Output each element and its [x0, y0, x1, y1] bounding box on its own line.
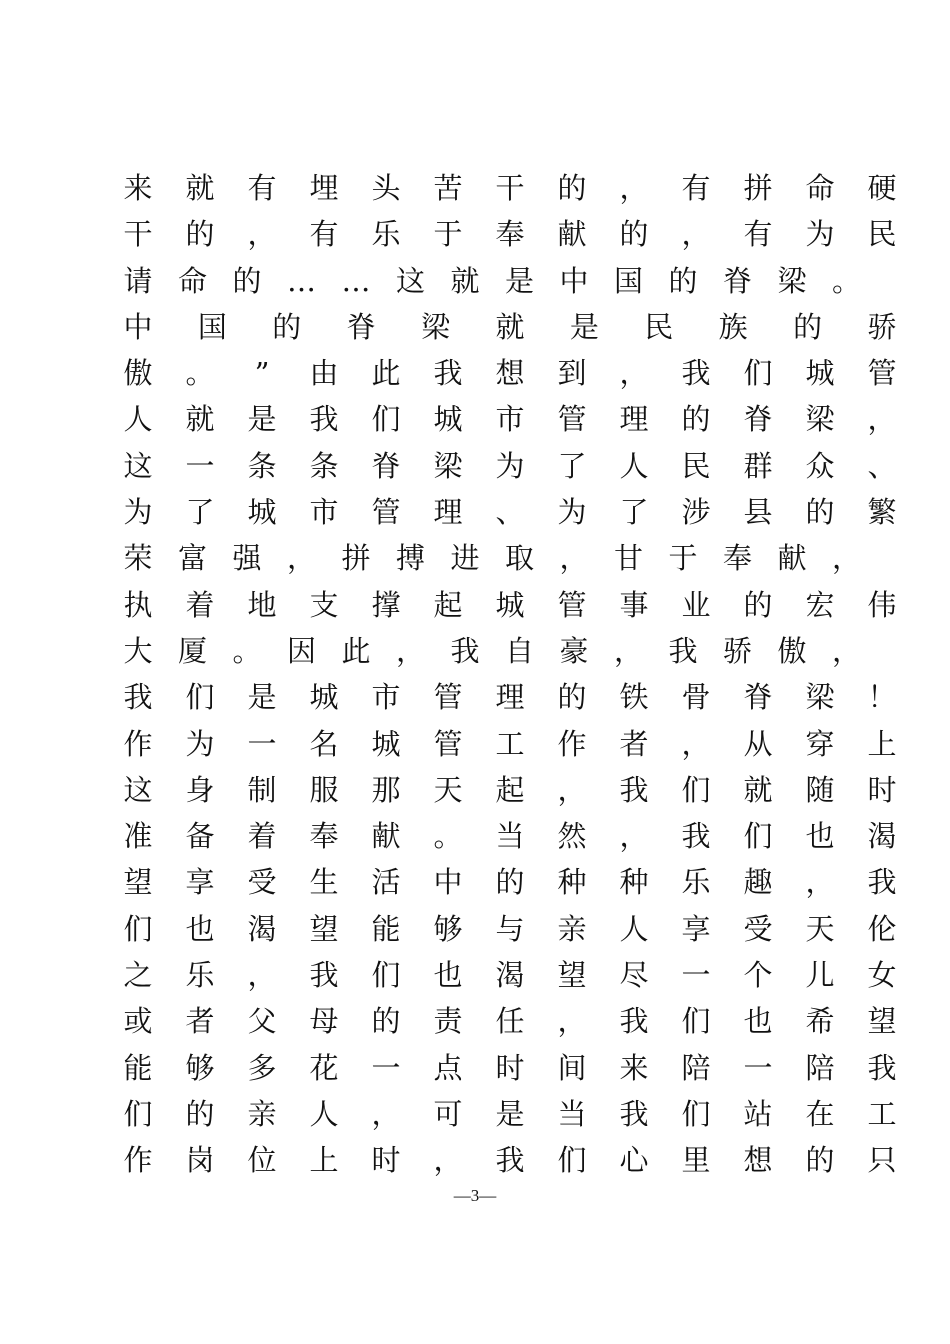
body-text [120, 166, 900, 1185]
text-line: 人 就 是 我 们 城 市 管 理 的 脊 梁 ， [123, 402, 897, 437]
text-line: 准 备 着 奉 献 。 当 然 ， 我 们 也 渴 [123, 819, 897, 854]
text-line: 望 享 受 生 活 中 的 种 种 乐 趣 ， 我 [123, 865, 897, 900]
text-line: 之 乐 ， 我 们 也 渴 望 尽 一 个 儿 女 [123, 958, 897, 993]
text-line: 来 就 有 埋 头 苦 干 的 ， 有 拼 命 硬 [123, 171, 897, 205]
text-line: 作 岗 位 上 时 ， 我 们 心 里 想 的 只 [123, 1143, 897, 1178]
text-line: 大 厦 。 因 此 ， 我 自 豪 ， 我 骄 傲 ， [123, 633, 861, 668]
text-line: 们 也 渴 望 能 够 与 亲 人 享 受 天 伦 [123, 911, 897, 946]
text-line: 或 者 父 母 的 责 任 ， 我 们 也 希 望 [123, 1004, 897, 1039]
text-line: 作 为 一 名 城 管 工 作 者 ， 从 穿 上 [123, 726, 897, 761]
text-line: 执 着 地 支 撑 起 城 管 事 业 的 宏 伟 [123, 587, 897, 622]
text-line: 这 一 条 条 脊 梁 为 了 人 民 群 众 、 [123, 448, 897, 483]
text-line: 我 们 是 城 市 管 理 的 铁 骨 脊 梁 ！ [123, 680, 897, 715]
text-line: 为 了 城 市 管 理 、 为 了 涉 县 的 繁 [123, 495, 897, 530]
text-line: 中 国 的 脊 梁 就 是 民 族 的 骄 [123, 309, 897, 344]
text-line: 傲 。 ” 由 此 我 想 到 ， 我 们 城 管 [123, 356, 897, 391]
text-line: 干 的 ， 有 乐 于 奉 献 的 ， 有 为 民 [123, 217, 897, 252]
text-line: 能 够 多 花 一 点 时 间 来 陪 一 陪 我 [123, 1050, 897, 1085]
text-line: 荣 富 强 ， 拼 搏 进 取 ， 甘 于 奉 献 ， [123, 541, 861, 576]
page-number: —3— [453, 1186, 497, 1205]
text-line: 请 命 的 … … 这 就 是 中 国 的 脊 梁 。 [123, 263, 861, 298]
text-line: 们 的 亲 人 ， 可 是 当 我 们 站 在 工 [123, 1096, 897, 1131]
text-line: 这 身 制 服 那 天 起 ， 我 们 就 随 时 [123, 772, 897, 807]
